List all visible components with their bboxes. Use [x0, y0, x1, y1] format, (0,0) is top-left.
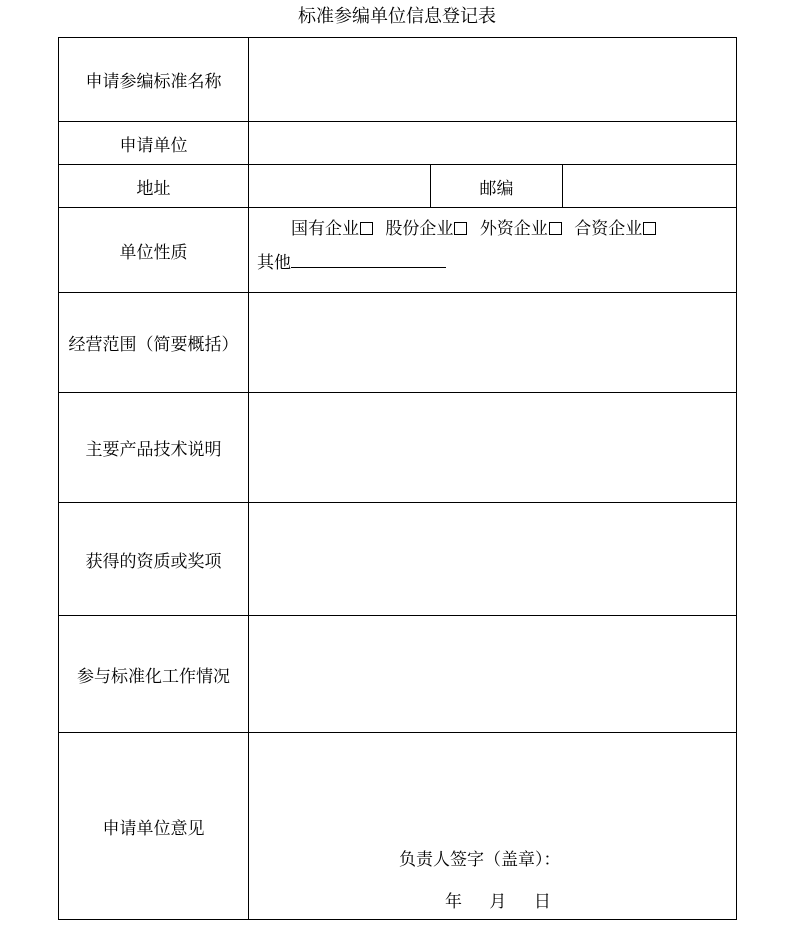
unit-type-field — [249, 208, 737, 293]
row-standardization — [59, 616, 737, 733]
day-label: 日 — [533, 892, 551, 912]
row-business-scope — [59, 293, 737, 393]
option-joint-venture[interactable] — [574, 219, 656, 239]
product-tech-field[interactable] — [249, 393, 737, 503]
option-joint-venture-checkbox[interactable] — [643, 222, 656, 235]
unit-field[interactable] — [249, 122, 737, 165]
row-unit — [59, 122, 737, 165]
standard-name-label: 申请参编标准名称 — [59, 38, 249, 122]
option-foreign-owned[interactable] — [480, 219, 562, 239]
address-label: 地址 — [59, 165, 249, 208]
standardization-field[interactable] — [249, 616, 737, 733]
row-qualifications — [59, 503, 737, 616]
qualifications-field[interactable] — [249, 503, 737, 616]
row-address — [59, 165, 737, 208]
business-scope-field[interactable] — [249, 293, 737, 393]
date-line — [445, 887, 573, 912]
postcode-field[interactable] — [563, 165, 737, 208]
row-product-tech — [59, 393, 737, 503]
standard-name-field[interactable] — [249, 38, 737, 122]
unit-type-label: 单位性质 — [59, 208, 249, 293]
form-title: 标准参编单位信息登记表 — [298, 6, 496, 27]
option-joint-stock[interactable] — [385, 219, 467, 239]
year-label: 年 — [445, 892, 462, 912]
option-joint-stock-label: 股份企业 — [385, 219, 454, 239]
row-unit-type — [59, 208, 737, 293]
option-foreign-owned-label: 外资企业 — [479, 219, 548, 239]
opinion-field[interactable] — [249, 733, 737, 920]
row-standard-name — [59, 38, 737, 122]
unit-type-other — [257, 251, 728, 273]
option-foreign-owned-checkbox[interactable] — [549, 222, 562, 235]
business-scope-label: 经营范围（简要概括） — [59, 293, 249, 393]
option-state-owned-checkbox[interactable] — [360, 222, 373, 235]
option-joint-venture-label: 合资企业 — [574, 219, 643, 239]
option-state-owned[interactable] — [291, 219, 373, 239]
month-label: 月 — [489, 892, 507, 912]
registration-form-table — [58, 37, 737, 920]
address-field[interactable] — [249, 165, 431, 208]
row-opinion — [59, 733, 737, 920]
product-tech-label: 主要产品技术说明 — [59, 393, 249, 503]
unit-type-options — [257, 219, 728, 239]
other-label: 其他 — [257, 253, 291, 273]
signature-label: 负责人签字（盖章）： — [399, 850, 561, 870]
unit-label: 申请单位 — [59, 122, 249, 165]
qualifications-label: 获得的资质或奖项 — [59, 503, 249, 616]
postcode-label: 邮编 — [431, 165, 563, 208]
other-blank[interactable] — [291, 251, 446, 268]
option-state-owned-label: 国有企业 — [291, 219, 359, 239]
standardization-label: 参与标准化工作情况 — [59, 616, 249, 733]
option-joint-stock-checkbox[interactable] — [454, 222, 467, 235]
opinion-label: 申请单位意见 — [59, 733, 249, 920]
